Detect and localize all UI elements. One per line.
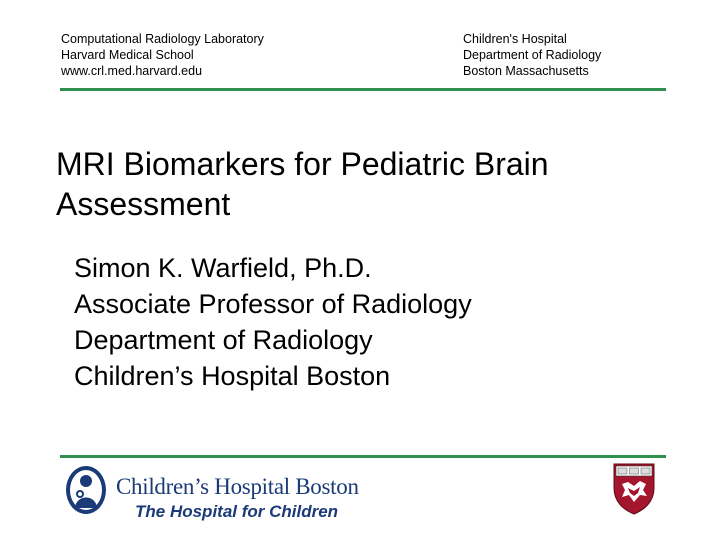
logo-tagline: The Hospital for Children <box>135 502 339 521</box>
header-lab-name: Computational Radiology Laboratory <box>61 32 264 46</box>
header-lab-url[interactable]: www.crl.med.harvard.edu <box>61 64 203 78</box>
bottom-divider <box>60 455 666 458</box>
author-name: Simon K. Warfield, Ph.D. <box>74 253 372 283</box>
author-department: Department of Radiology <box>74 325 373 355</box>
harvard-shield-icon <box>612 462 656 516</box>
header-department-name: Department of Radiology <box>463 48 602 62</box>
top-divider <box>60 88 666 91</box>
childrens-hospital-logo <box>64 462 364 524</box>
childrens-hospital-emblem-icon <box>64 464 108 516</box>
header-hospital-info <box>463 31 601 79</box>
header-location: Boston Massachusetts <box>463 64 589 78</box>
harvard-shield <box>612 462 656 516</box>
slide-title-line-2: Assessment <box>56 186 231 222</box>
author-block <box>74 250 472 394</box>
slide-title-line-1: MRI Biomarkers for Pediatric Brain <box>56 146 549 182</box>
header-school-name: Harvard Medical School <box>61 48 194 62</box>
slide-title <box>56 144 676 224</box>
author-institution: Children’s Hospital Boston <box>74 361 391 391</box>
header-hospital-name: Children's Hospital <box>463 32 567 46</box>
header-lab-info <box>61 31 264 79</box>
logo-wordmark: Children’s Hospital Boston <box>116 474 359 499</box>
author-position: Associate Professor of Radiology <box>74 289 472 319</box>
